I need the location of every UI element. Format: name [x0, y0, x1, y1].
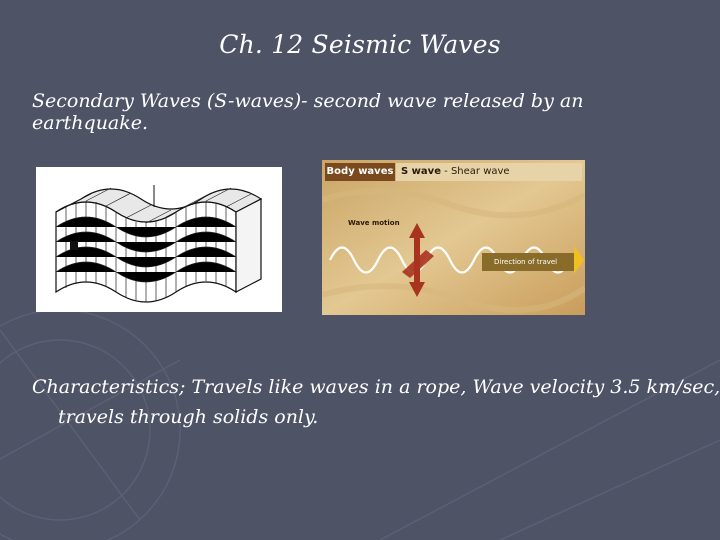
block-diagram-drawing — [36, 167, 282, 312]
s-wave-header — [396, 163, 582, 181]
definition-text: Secondary Waves (S-waves)- second wave released by an earthquake. — [32, 90, 584, 134]
shear-wave-label: - Shear wave — [440, 166, 510, 177]
wave-drawing — [322, 160, 585, 315]
s-wave-illustration — [322, 160, 585, 315]
body-waves-label: Body waves — [325, 163, 395, 181]
s-wave-block-diagram — [36, 167, 282, 312]
s-wave-label: S wave — [401, 166, 441, 177]
direction-of-travel-label: Direction of travel — [482, 253, 574, 271]
wave-motion-label: Wave motion — [348, 219, 400, 227]
characteristics-text: Characteristics; Travels like waves in a rope, Wave velocity 3.5 km/sec, travels through solids only. — [32, 376, 720, 428]
slide-title: Ch. 12 Seismic Waves — [219, 30, 501, 59]
particle-marker — [70, 241, 78, 250]
